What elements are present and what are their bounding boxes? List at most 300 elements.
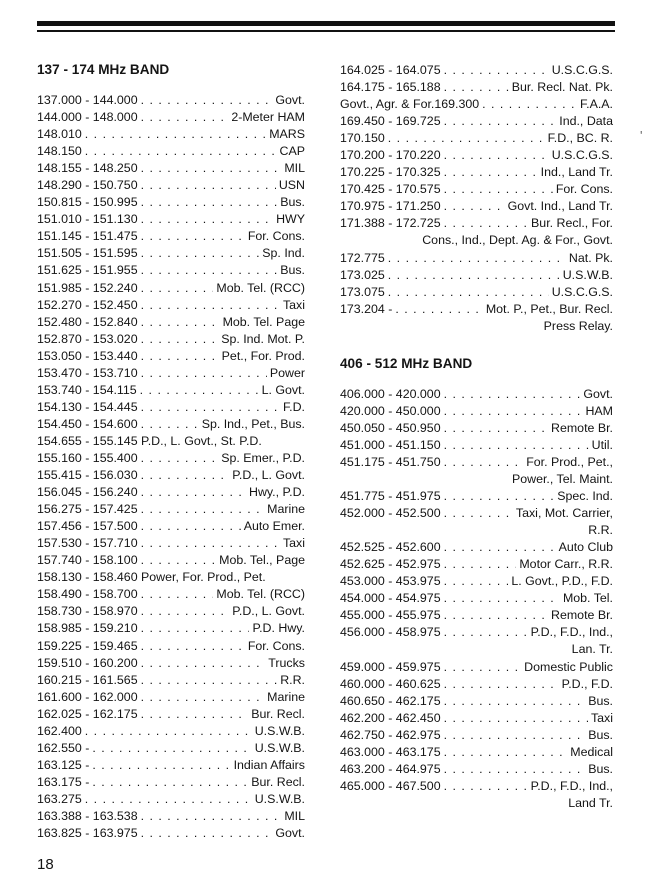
frequency-row	[37, 245, 305, 262]
service-name: Pet., For. Prod.	[221, 348, 305, 363]
frequency-range: 172.775	[340, 250, 385, 265]
frequency-row	[37, 143, 305, 160]
frequency-row	[340, 761, 613, 778]
dot-leader	[444, 198, 505, 215]
service-name: MARS	[269, 127, 305, 142]
frequency-entry	[37, 518, 305, 535]
service-name: P.D., F.D., Ind.,	[530, 625, 613, 640]
frequency-range: 163.125 -	[37, 757, 90, 772]
dot-leader	[141, 297, 280, 314]
dot-leader	[141, 808, 282, 825]
service-name: Marine	[267, 689, 305, 704]
dot-leader	[141, 348, 219, 365]
service-name: Ind., Land Tr.	[540, 165, 613, 180]
frequency-row	[37, 194, 305, 211]
frequency-range: 170.975 - 171.250	[340, 199, 441, 214]
frequency-range: 153.470 - 153.710	[37, 365, 138, 380]
frequency-row	[37, 484, 305, 501]
frequency-entry	[340, 488, 613, 505]
left-column	[37, 62, 305, 842]
service-name: Bus.	[588, 761, 613, 776]
frequency-row	[37, 92, 305, 109]
frequency-row	[37, 535, 305, 552]
frequency-range: 173.075	[340, 284, 385, 299]
service-name: Govt.	[275, 93, 305, 107]
dot-leader	[141, 450, 219, 467]
frequency-entry	[340, 181, 613, 198]
frequency-row	[37, 262, 305, 279]
frequency-row	[37, 314, 305, 331]
service-name: P.D., F.D.	[561, 676, 613, 691]
frequency-row	[340, 284, 613, 301]
frequency-row	[340, 420, 613, 437]
service-name: Sp. Ind. Mot. P.	[221, 331, 305, 346]
service-name: HAM	[585, 403, 613, 418]
frequency-range: 151.985 - 152.240	[37, 280, 138, 295]
dot-leader	[141, 109, 229, 126]
frequency-entry	[37, 433, 305, 450]
service-name: Motor Carr., R.R.	[519, 557, 613, 572]
dot-leader	[85, 143, 277, 160]
service-name: P.D., L. Govt.	[232, 604, 305, 619]
header-rule-thin	[37, 30, 615, 32]
frequency-entry	[37, 706, 305, 723]
frequency-row	[340, 505, 613, 522]
frequency-row	[37, 211, 305, 228]
frequency-range: 152.270 - 152.450	[37, 297, 138, 312]
frequency-entry	[340, 250, 613, 267]
dot-leader	[85, 126, 266, 143]
frequency-range: 451.175 - 451.750	[340, 454, 441, 469]
dot-leader	[444, 607, 548, 624]
frequency-entry	[340, 624, 613, 658]
service-name: Ind., Data	[559, 114, 613, 129]
frequency-row	[37, 518, 305, 535]
frequency-range: 465.000 - 467.500	[340, 778, 441, 793]
frequency-row	[340, 386, 613, 403]
dot-leader	[444, 62, 549, 79]
frequency-range: 170.225 - 170.325	[340, 165, 441, 180]
service-name: U.S.C.G.S.	[551, 148, 613, 163]
service-name: Mob. Tel.	[562, 591, 613, 606]
service-name: Medical	[570, 744, 613, 759]
service-name: P.D., L. Govt.	[232, 468, 305, 483]
frequency-range: 154.450 - 154.600	[37, 416, 138, 431]
frequency-row	[37, 825, 305, 842]
frequency-range: 420.000 - 450.000	[340, 403, 441, 418]
frequency-range: 463.000 - 463.175	[340, 744, 441, 759]
frequency-entry	[340, 420, 613, 437]
dot-leader	[85, 791, 252, 808]
dot-leader	[444, 454, 524, 471]
frequency-range: 163.175 -	[37, 774, 90, 789]
dot-leader	[141, 211, 273, 228]
frequency-entry	[37, 808, 305, 825]
dot-leader	[444, 693, 586, 710]
dot-leader	[141, 603, 230, 620]
frequency-range: 453.000 - 453.975	[340, 574, 441, 589]
frequency-entry	[37, 228, 305, 245]
dot-leader	[141, 365, 267, 382]
frequency-entry	[340, 505, 613, 539]
dot-leader	[444, 573, 509, 590]
frequency-range: 158.985 - 159.210	[37, 621, 138, 636]
frequency-list-164-173	[340, 62, 613, 335]
dot-leader	[444, 556, 517, 573]
frequency-row	[340, 164, 613, 181]
frequency-range: 151.145 - 151.475	[37, 229, 138, 244]
frequency-range: 163.275	[37, 791, 82, 806]
frequency-row	[37, 689, 305, 706]
dot-leader	[141, 92, 273, 109]
frequency-row	[340, 590, 613, 607]
frequency-entry	[37, 467, 305, 484]
frequency-range: 456.000 - 458.975	[340, 625, 441, 640]
frequency-row	[340, 301, 613, 318]
frequency-entry	[37, 740, 305, 757]
service-name: Remote Br.	[551, 420, 613, 435]
frequency-range: 452.000 - 452.500	[340, 506, 441, 521]
frequency-entry	[340, 403, 613, 420]
frequency-entry	[37, 501, 305, 518]
service-name: Sp. Ind., Pet., Bus.	[201, 416, 305, 431]
dot-leader	[141, 331, 219, 348]
dot-leader	[141, 672, 278, 689]
frequency-range: 157.456 - 157.500	[37, 519, 138, 534]
frequency-range: 148.150	[37, 144, 82, 159]
frequency-row	[340, 693, 613, 710]
service-name: Govt. Ind., Land Tr.	[507, 199, 613, 214]
frequency-range: 144.000 - 148.000	[37, 110, 138, 125]
dot-leader	[388, 284, 549, 301]
frequency-entry	[37, 450, 305, 467]
dot-leader	[444, 181, 553, 198]
frequency-row	[37, 603, 305, 620]
frequency-entry	[340, 284, 613, 301]
frequency-row	[340, 573, 613, 590]
dot-leader	[444, 676, 559, 693]
service-name: Sp. Ind.	[262, 246, 305, 261]
frequency-row	[37, 655, 305, 672]
dot-leader	[444, 505, 513, 522]
service-name: U.S.W.B.	[562, 267, 613, 282]
frequency-entry	[340, 79, 613, 96]
frequency-entry	[340, 744, 613, 761]
service-name: Bur. Recl., For.	[531, 216, 613, 231]
frequency-range: 164.025 - 164.075	[340, 63, 441, 77]
service-name: 2-Meter HAM	[231, 110, 305, 125]
frequency-row	[37, 586, 305, 603]
dot-leader	[444, 113, 557, 130]
frequency-range: 158.490 - 158.700	[37, 587, 138, 602]
dot-leader	[388, 130, 545, 147]
frequency-entry	[340, 147, 613, 164]
service-name: CAP	[279, 144, 305, 159]
frequency-range: 159.510 - 160.200	[37, 655, 138, 670]
frequency-range: 148.010	[37, 127, 82, 142]
frequency-entry	[340, 164, 613, 181]
frequency-range: 451.775 - 451.975	[340, 489, 441, 504]
dot-leader	[141, 620, 250, 637]
dot-leader	[444, 590, 560, 607]
frequency-entry	[340, 590, 613, 607]
service-name: Taxi	[590, 710, 613, 725]
dot-leader	[444, 79, 509, 96]
dot-leader	[141, 177, 276, 194]
frequency-entry	[37, 348, 305, 365]
frequency-range: 450.050 - 450.950	[340, 420, 441, 435]
service-name: Bus.	[588, 727, 613, 742]
frequency-range: 148.155 - 148.250	[37, 161, 138, 176]
service-name: Spec. Ind.	[557, 489, 613, 504]
frequency-range: 137.000 - 144.000	[37, 93, 138, 107]
frequency-entry	[37, 825, 305, 842]
frequency-row	[37, 433, 305, 450]
frequency-row	[340, 198, 613, 215]
frequency-row	[340, 488, 613, 505]
frequency-range: 170.200 - 170.220	[340, 148, 441, 163]
service-name: Trucks	[268, 655, 305, 670]
frequency-range: 173.204 -	[340, 301, 393, 316]
dot-leader	[141, 501, 265, 518]
frequency-range: 151.010 - 151.130	[37, 212, 138, 227]
frequency-row	[37, 160, 305, 177]
service-continuation: Land Tr.	[568, 795, 613, 810]
frequency-entry	[37, 774, 305, 791]
service-name: Auto Emer.	[243, 519, 305, 534]
frequency-row	[37, 757, 305, 774]
frequency-range: 452.625 - 452.975	[340, 557, 441, 572]
service-name: Bur. Recl.	[251, 706, 305, 721]
service-name: For. Cons.	[555, 182, 613, 197]
frequency-row	[340, 215, 613, 232]
frequency-row	[340, 454, 613, 471]
frequency-entry	[37, 484, 305, 501]
frequency-range: 459.000 - 459.975	[340, 659, 441, 674]
frequency-row	[37, 416, 305, 433]
margin-mark: '	[640, 128, 643, 143]
frequency-entry	[340, 727, 613, 744]
frequency-entry	[340, 556, 613, 573]
frequency-range: 173.025	[340, 267, 385, 282]
frequency-entry	[340, 761, 613, 778]
frequency-row	[340, 710, 613, 727]
dot-leader	[141, 552, 217, 569]
frequency-row	[340, 624, 613, 641]
service-name: P.D., F.D., Ind.,	[530, 778, 613, 793]
frequency-range: 155.160 - 155.400	[37, 450, 138, 465]
frequency-row	[37, 348, 305, 365]
service-name: Mob. Tel. (RCC)	[216, 280, 305, 295]
frequency-row	[340, 607, 613, 624]
frequency-entry	[340, 301, 613, 335]
dot-leader	[444, 778, 528, 795]
frequency-row	[340, 676, 613, 693]
service-name: Hwy., P.D.	[249, 485, 305, 500]
dot-leader	[141, 399, 280, 416]
frequency-entry	[340, 96, 613, 113]
frequency-row	[37, 399, 305, 416]
frequency-entry	[340, 607, 613, 624]
frequency-entry	[340, 659, 613, 676]
frequency-range: 455.000 - 455.975	[340, 608, 441, 623]
service-name: Nat. Pk.	[568, 250, 613, 265]
service-name: Mob. Tel., Page	[219, 553, 305, 568]
frequency-range: 152.480 - 152.840	[37, 314, 138, 329]
dot-leader	[141, 535, 280, 552]
dot-leader	[444, 420, 548, 437]
dot-leader	[444, 659, 522, 676]
frequency-range: 160.215 - 161.565	[37, 672, 138, 687]
dot-leader	[141, 280, 214, 297]
frequency-row	[340, 403, 613, 420]
service-name: Bus.	[588, 693, 613, 708]
frequency-row	[37, 382, 305, 399]
service-name: Govt.	[583, 386, 613, 401]
frequency-range: 460.000 - 460.625	[340, 676, 441, 691]
frequency-row	[37, 552, 305, 569]
frequency-row	[340, 96, 613, 113]
service-name: MIL	[284, 808, 305, 823]
service-name: P.D. Hwy.	[252, 621, 305, 636]
frequency-entry	[37, 314, 305, 331]
service-name: MIL	[284, 161, 305, 176]
dot-leader	[444, 437, 589, 454]
dot-leader	[140, 382, 259, 399]
dot-leader	[444, 539, 556, 556]
service-name: Power	[269, 365, 305, 380]
service-name: Mob. Tel. Page	[222, 314, 305, 329]
dot-leader	[444, 727, 586, 744]
frequency-row	[37, 280, 305, 297]
frequency-range: 153.740 - 154.115	[37, 382, 137, 397]
service-name: Mob. Tel. (RCC)	[216, 587, 305, 602]
frequency-row	[37, 620, 305, 637]
frequency-row	[340, 79, 613, 96]
band-heading-406-512: 406 - 512 MHz BAND	[340, 355, 473, 371]
frequency-entry	[37, 620, 305, 637]
dot-leader	[141, 416, 199, 433]
dot-leader	[141, 706, 249, 723]
frequency-entry	[340, 113, 613, 130]
dot-leader	[444, 386, 581, 403]
frequency-row	[37, 297, 305, 314]
frequency-row	[37, 808, 305, 825]
frequency-row	[340, 250, 613, 267]
service-continuation: Lan. Tr.	[571, 642, 613, 657]
frequency-entry	[37, 126, 305, 143]
service-name: Govt.	[275, 826, 305, 841]
frequency-range: 462.200 - 462.450	[340, 710, 441, 725]
frequency-entry	[37, 143, 305, 160]
frequency-entry	[340, 437, 613, 454]
frequency-row	[37, 723, 305, 740]
service-name: U.S.W.B.	[254, 740, 305, 755]
frequency-entry	[340, 386, 613, 403]
frequency-row	[37, 228, 305, 245]
frequency-range: 163.388 - 163.538	[37, 808, 138, 823]
service-name: F.D.	[282, 399, 305, 414]
service-name: U.S.C.G.S.	[551, 284, 613, 299]
service-name: Indian Affairs	[233, 757, 305, 772]
dot-leader	[444, 744, 568, 761]
frequency-entry	[340, 573, 613, 590]
service-name: F.D., BC. R.	[547, 131, 613, 146]
frequency-range: 151.505 - 151.595	[37, 246, 138, 261]
frequency-entry	[37, 109, 305, 126]
frequency-entry	[37, 280, 305, 297]
frequency-range: 158.130 - 158.460 Power, For. Prod., Pet.	[37, 570, 266, 585]
frequency-range: 171.388 - 172.725	[340, 216, 441, 231]
frequency-range: 162.400	[37, 723, 82, 738]
frequency-entry	[37, 757, 305, 774]
frequency-row	[37, 791, 305, 808]
frequency-entry	[37, 552, 305, 569]
frequency-range: 451.000 - 451.150	[340, 437, 441, 452]
service-name: U.S.W.B.	[254, 791, 305, 806]
frequency-range: 151.625 - 151.955	[37, 263, 138, 278]
dot-leader	[141, 484, 246, 501]
service-name: USN	[278, 178, 305, 193]
frequency-entry	[37, 399, 305, 416]
frequency-range: 454.000 - 454.975	[340, 591, 441, 606]
service-name: R.R.	[280, 672, 305, 687]
frequency-entry	[340, 778, 613, 812]
frequency-entry	[37, 177, 305, 194]
frequency-entry	[37, 416, 305, 433]
service-name: For. Cons.	[247, 638, 305, 653]
service-name: L. Govt., P.D., F.D.	[511, 574, 613, 589]
frequency-range: 162.025 - 162.175	[37, 706, 138, 721]
frequency-entry	[37, 655, 305, 672]
frequency-entry	[37, 160, 305, 177]
frequency-entry	[37, 723, 305, 740]
dot-leader	[444, 164, 538, 181]
frequency-row	[340, 130, 613, 147]
frequency-range: 161.600 - 162.000	[37, 689, 138, 704]
dot-leader	[141, 689, 265, 706]
dot-leader	[85, 723, 252, 740]
service-name: For. Cons.	[247, 229, 305, 244]
frequency-range: 154.655 - 155.145 P.D., L. Govt., St. P.D.	[37, 433, 262, 448]
dot-leader	[395, 301, 482, 318]
dot-leader	[141, 194, 278, 211]
service-name: F.A.A.	[579, 97, 613, 112]
frequency-row	[340, 556, 613, 573]
frequency-entry	[37, 689, 305, 706]
frequency-entry	[340, 215, 613, 249]
frequency-row	[37, 774, 305, 791]
service-name: For. Prod., Pet.,	[526, 454, 613, 469]
dot-leader	[388, 250, 566, 267]
frequency-row	[37, 365, 305, 382]
frequency-row	[37, 177, 305, 194]
frequency-row	[37, 109, 305, 126]
service-continuation: Cons., Ind., Dept. Ag. & For., Govt.	[422, 233, 613, 248]
frequency-entry	[37, 586, 305, 603]
frequency-list-406-512	[340, 386, 613, 812]
frequency-entry	[37, 365, 305, 382]
service-name: L. Govt.	[261, 382, 305, 397]
dot-leader	[444, 215, 528, 232]
frequency-row	[37, 501, 305, 518]
dot-leader	[444, 624, 528, 641]
band-heading-137-174: 137 - 174 MHz BAND	[37, 62, 170, 77]
frequency-entry	[340, 710, 613, 727]
frequency-range: 164.175 - 165.188	[340, 80, 441, 95]
frequency-range: 163.825 - 163.975	[37, 826, 138, 841]
service-name: Taxi	[282, 536, 305, 551]
